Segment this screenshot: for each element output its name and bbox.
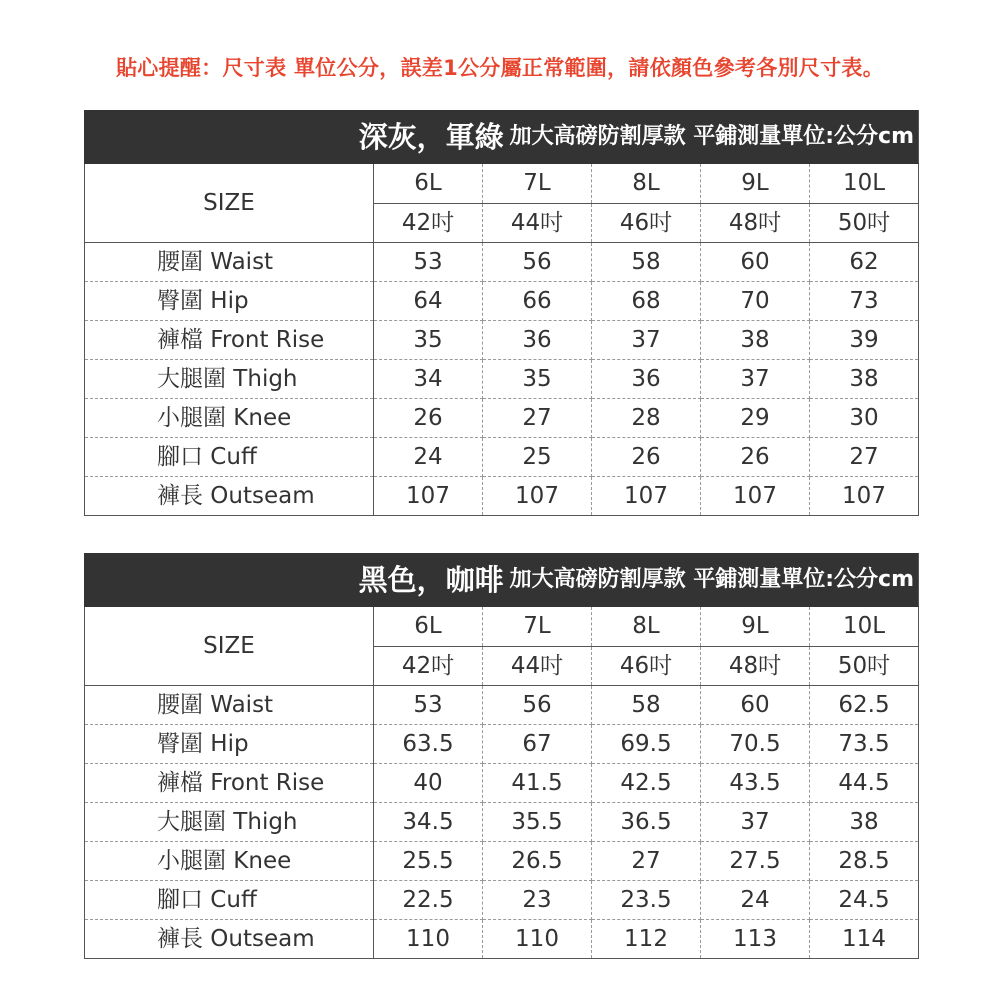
value-cell: 36 xyxy=(592,360,701,399)
value-cell: 73.5 xyxy=(810,725,919,764)
table-row xyxy=(85,399,919,438)
value-cell: 107 xyxy=(810,477,919,516)
value-cell: 37 xyxy=(701,803,810,842)
inch-header-cell: 42吋 xyxy=(374,204,483,243)
title-row xyxy=(85,554,919,607)
value-cell: 58 xyxy=(592,243,701,282)
inch-header-cell: 46吋 xyxy=(592,647,701,686)
inch-header-cell: 50吋 xyxy=(810,204,919,243)
value-cell: 56 xyxy=(483,243,592,282)
row-label: 腳口 Cuff xyxy=(85,438,374,477)
value-cell: 67 xyxy=(483,725,592,764)
value-cell: 27 xyxy=(592,842,701,881)
value-cell: 70 xyxy=(701,282,810,321)
size-header-cell: 9L xyxy=(701,607,810,647)
table-row xyxy=(85,920,919,959)
value-cell: 70.5 xyxy=(701,725,810,764)
value-cell: 58 xyxy=(592,686,701,725)
row-label: 褲長 Outseam xyxy=(85,477,374,516)
value-cell: 34 xyxy=(374,360,483,399)
row-label: 褲長 Outseam xyxy=(85,920,374,959)
value-cell: 38 xyxy=(701,321,810,360)
value-cell: 62 xyxy=(810,243,919,282)
value-cell: 34.5 xyxy=(374,803,483,842)
table-row xyxy=(85,321,919,360)
inch-header-cell: 42吋 xyxy=(374,647,483,686)
value-cell: 39 xyxy=(810,321,919,360)
size-header-row xyxy=(85,607,919,647)
value-cell: 38 xyxy=(810,360,919,399)
value-cell: 112 xyxy=(592,920,701,959)
table-row xyxy=(85,438,919,477)
row-label: 小腿圍 Knee xyxy=(85,399,374,438)
row-label: 臀圍 Hip xyxy=(85,282,374,321)
value-cell: 24 xyxy=(374,438,483,477)
value-cell: 29 xyxy=(701,399,810,438)
value-cell: 22.5 xyxy=(374,881,483,920)
table-title-subtitle: 加大高磅防割厚款 平鋪測量單位:公分cm xyxy=(509,124,915,149)
size-header-cell: 7L xyxy=(483,164,592,204)
row-label: 大腿圍 Thigh xyxy=(85,803,374,842)
value-cell: 114 xyxy=(810,920,919,959)
value-cell: 107 xyxy=(701,477,810,516)
value-cell: 36 xyxy=(483,321,592,360)
value-cell: 107 xyxy=(483,477,592,516)
row-label: 小腿圍 Knee xyxy=(85,842,374,881)
value-cell: 63.5 xyxy=(374,725,483,764)
value-cell: 26.5 xyxy=(483,842,592,881)
size-notice: 貼心提醒：尺寸表 單位公分，誤差1公分屬正常範圍，請依顏色參考各別尺寸表。 xyxy=(115,56,885,80)
value-cell: 53 xyxy=(374,243,483,282)
size-header-cell: 6L xyxy=(374,607,483,647)
title-row xyxy=(85,111,919,164)
value-cell: 25 xyxy=(483,438,592,477)
value-cell: 23 xyxy=(483,881,592,920)
value-cell: 28 xyxy=(592,399,701,438)
value-cell: 60 xyxy=(701,686,810,725)
size-header-label: SIZE xyxy=(85,607,374,686)
inch-header-cell: 48吋 xyxy=(701,647,810,686)
inch-header-cell: 46吋 xyxy=(592,204,701,243)
inch-header-cell: 44吋 xyxy=(483,204,592,243)
size-header-cell: 8L xyxy=(592,607,701,647)
value-cell: 73 xyxy=(810,282,919,321)
value-cell: 40 xyxy=(374,764,483,803)
table-row xyxy=(85,282,919,321)
row-label: 褲檔 Front Rise xyxy=(85,764,374,803)
table-row xyxy=(85,243,919,282)
value-cell: 56 xyxy=(483,686,592,725)
size-table-black-coffee xyxy=(84,553,919,959)
table-row xyxy=(85,842,919,881)
row-label: 腳口 Cuff xyxy=(85,881,374,920)
value-cell: 43.5 xyxy=(701,764,810,803)
value-cell: 107 xyxy=(592,477,701,516)
row-label: 褲檔 Front Rise xyxy=(85,321,374,360)
value-cell: 36.5 xyxy=(592,803,701,842)
table-row xyxy=(85,686,919,725)
value-cell: 28.5 xyxy=(810,842,919,881)
table-title-colors: 黑色，咖啡 xyxy=(358,562,504,597)
row-label: 腰圍 Waist xyxy=(85,243,374,282)
value-cell: 35.5 xyxy=(483,803,592,842)
value-cell: 24.5 xyxy=(810,881,919,920)
value-cell: 27 xyxy=(810,438,919,477)
table-title-colors: 深灰，軍綠 xyxy=(358,119,504,154)
size-header-cell: 7L xyxy=(483,607,592,647)
value-cell: 27.5 xyxy=(701,842,810,881)
size-header-cell: 9L xyxy=(701,164,810,204)
value-cell: 60 xyxy=(701,243,810,282)
table-row xyxy=(85,725,919,764)
value-cell: 26 xyxy=(592,438,701,477)
size-table-dark-gray-army-green xyxy=(84,110,919,516)
value-cell: 110 xyxy=(483,920,592,959)
inch-header-cell: 44吋 xyxy=(483,647,592,686)
value-cell: 27 xyxy=(483,399,592,438)
row-label: 臀圍 Hip xyxy=(85,725,374,764)
size-header-label: SIZE xyxy=(85,164,374,243)
size-header-row xyxy=(85,164,919,204)
value-cell: 30 xyxy=(810,399,919,438)
value-cell: 62.5 xyxy=(810,686,919,725)
value-cell: 53 xyxy=(374,686,483,725)
value-cell: 38 xyxy=(810,803,919,842)
table-title-bar xyxy=(85,554,919,607)
value-cell: 113 xyxy=(701,920,810,959)
value-cell: 107 xyxy=(374,477,483,516)
size-header-cell: 6L xyxy=(374,164,483,204)
table-title-bar xyxy=(85,111,919,164)
value-cell: 37 xyxy=(701,360,810,399)
table-row xyxy=(85,477,919,516)
table-title-subtitle: 加大高磅防割厚款 平鋪測量單位:公分cm xyxy=(509,567,915,592)
value-cell: 35 xyxy=(483,360,592,399)
value-cell: 41.5 xyxy=(483,764,592,803)
table-row xyxy=(85,803,919,842)
value-cell: 44.5 xyxy=(810,764,919,803)
value-cell: 69.5 xyxy=(592,725,701,764)
value-cell: 64 xyxy=(374,282,483,321)
value-cell: 26 xyxy=(374,399,483,438)
value-cell: 25.5 xyxy=(374,842,483,881)
table-row xyxy=(85,881,919,920)
value-cell: 42.5 xyxy=(592,764,701,803)
inch-header-cell: 50吋 xyxy=(810,647,919,686)
inch-header-cell: 48吋 xyxy=(701,204,810,243)
table-row xyxy=(85,764,919,803)
value-cell: 26 xyxy=(701,438,810,477)
row-label: 腰圍 Waist xyxy=(85,686,374,725)
value-cell: 68 xyxy=(592,282,701,321)
value-cell: 23.5 xyxy=(592,881,701,920)
value-cell: 24 xyxy=(701,881,810,920)
value-cell: 37 xyxy=(592,321,701,360)
value-cell: 110 xyxy=(374,920,483,959)
size-header-cell: 8L xyxy=(592,164,701,204)
value-cell: 35 xyxy=(374,321,483,360)
row-label: 大腿圍 Thigh xyxy=(85,360,374,399)
table-row xyxy=(85,360,919,399)
size-header-cell: 10L xyxy=(810,607,919,647)
value-cell: 66 xyxy=(483,282,592,321)
size-header-cell: 10L xyxy=(810,164,919,204)
